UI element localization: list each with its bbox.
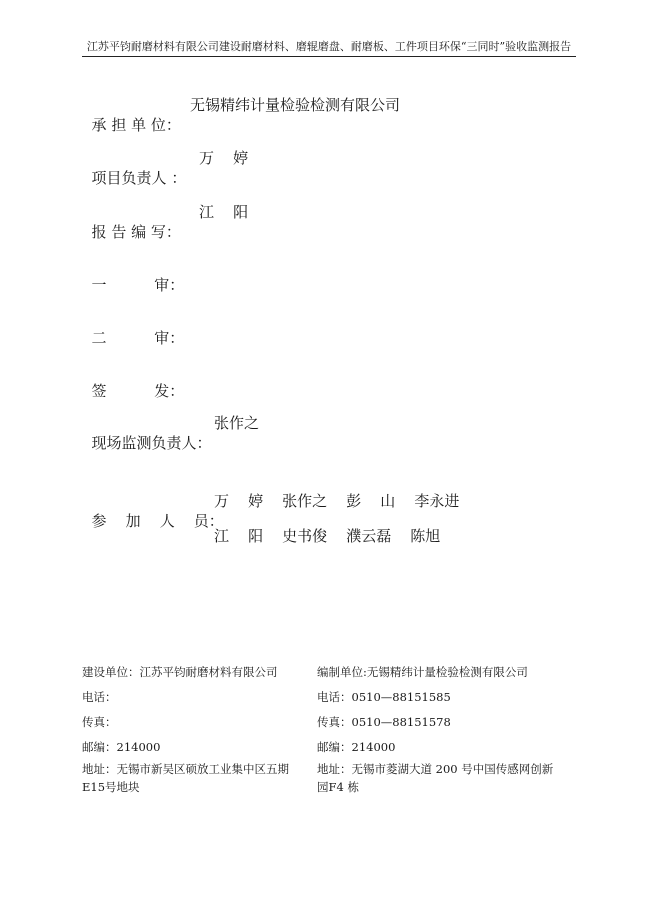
second-review-label: 二 审： bbox=[91, 329, 185, 347]
builder-phone: 电话： bbox=[82, 690, 117, 704]
undertaker-row bbox=[82, 95, 401, 155]
undertaker-label: 承 担 单 位： bbox=[91, 116, 181, 134]
builder-address: 地址：无锡市新吴区硕放工业集中区五期E15号地块 bbox=[82, 762, 289, 794]
compiler-postcode: 邮编：214000 bbox=[317, 740, 396, 754]
builder-postcode: 邮编：214000 bbox=[82, 740, 161, 754]
project-lead-label: 项目负责人 ： bbox=[91, 169, 187, 187]
field-lead-label: 现场监测负责人： bbox=[91, 434, 212, 452]
project-lead-value: 万 婷 bbox=[199, 149, 249, 167]
report-writer-value: 江 阳 bbox=[199, 203, 249, 221]
compiler-address: 地址：无锡市菱湖大道 200 号中国传感网创新园F4 栋 bbox=[317, 762, 554, 794]
field-lead-value: 张作之 bbox=[214, 414, 260, 432]
builder-fax: 传真： bbox=[82, 715, 117, 729]
compiler-phone: 电话：0510—88151585 bbox=[317, 690, 451, 704]
participants-row bbox=[82, 491, 224, 531]
builder-unit: 建设单位：江苏平钧耐磨材料有限公司 bbox=[82, 665, 278, 679]
undertaker-value: 无锡精纬计量检验检测有限公司 bbox=[190, 96, 401, 114]
report-header-title: 江苏平钧耐磨材料有限公司建设耐磨材料、磨辊磨盘、耐磨板、工件项目环保“三同时”验收监测报告 bbox=[86, 40, 572, 53]
header-divider bbox=[82, 56, 576, 57]
participants-line-2: 江 阳 史书俊 濮云磊 陈旭 bbox=[214, 527, 441, 545]
issuer-row bbox=[82, 361, 184, 401]
second-review-row bbox=[82, 308, 184, 348]
participants-label: 参 加 人 员： bbox=[91, 512, 224, 530]
compiler-unit: 编制单位:无锡精纬计量检验检测有限公司 bbox=[317, 665, 528, 679]
report-writer-label: 报 告 编 写： bbox=[91, 223, 181, 241]
issuer-label: 签 发： bbox=[91, 382, 185, 400]
compiler-fax: 传真：0510—88151578 bbox=[317, 715, 451, 729]
field-lead-row bbox=[82, 413, 260, 473]
project-lead-row bbox=[82, 148, 249, 208]
report-writer-row bbox=[82, 202, 249, 262]
first-review-row bbox=[82, 255, 184, 295]
participants-line-1: 万 婷 张作之 彭 山 李永进 bbox=[214, 492, 460, 510]
first-review-label: 一 审： bbox=[91, 276, 185, 294]
